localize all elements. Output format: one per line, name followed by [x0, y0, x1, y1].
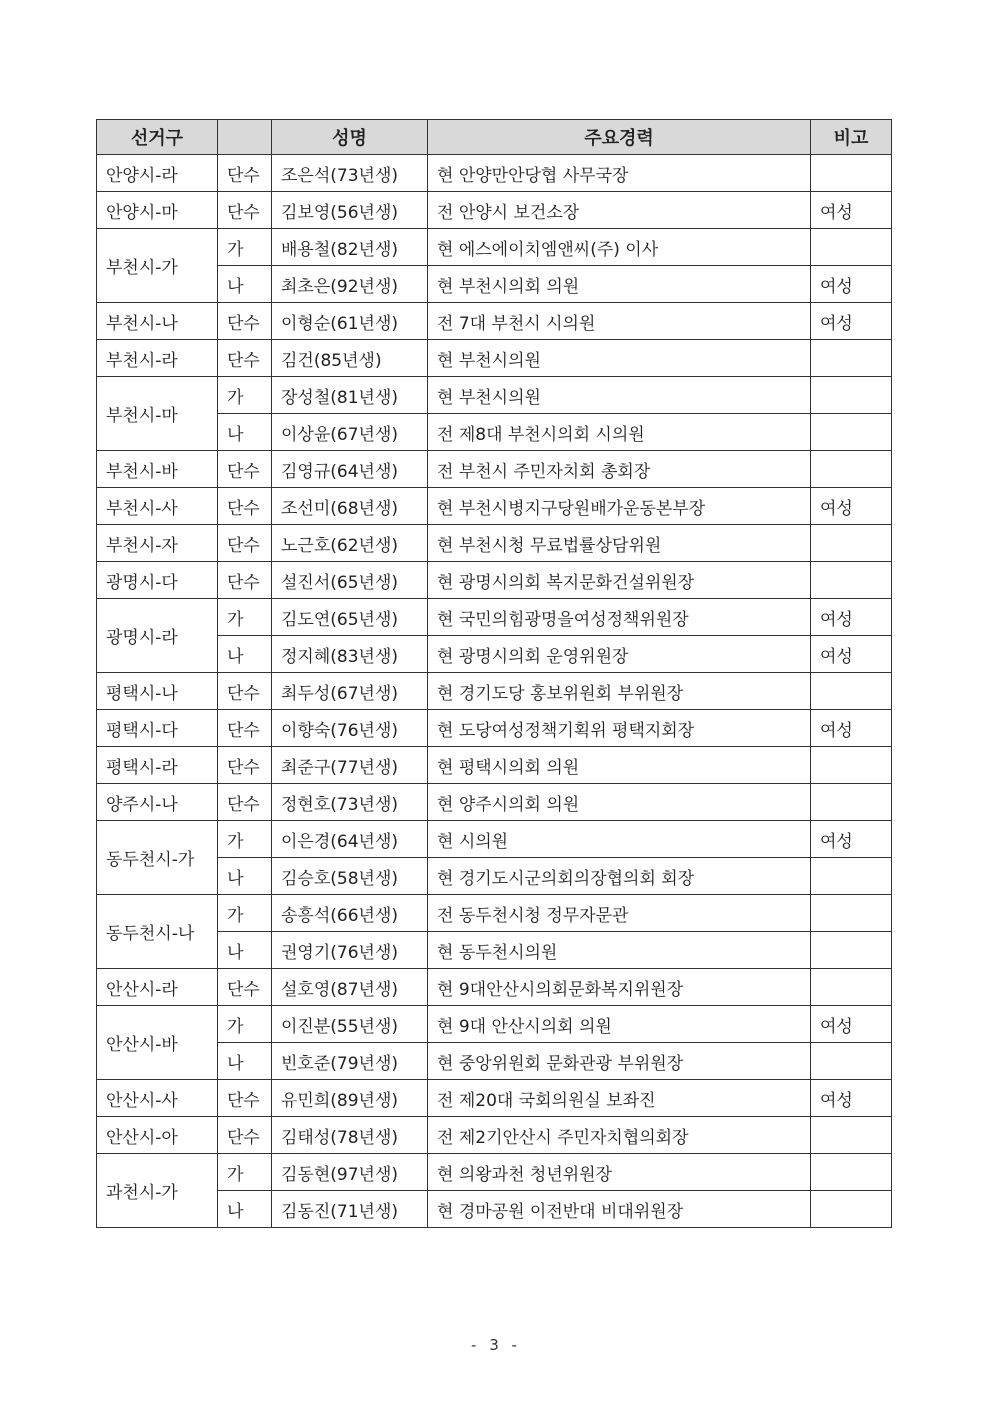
table-row	[97, 747, 892, 784]
note-cell	[811, 969, 892, 1006]
type-cell: 가	[218, 599, 272, 636]
type-cell: 단수	[218, 562, 272, 599]
name-cell: 설호영(87년생)	[272, 969, 428, 1006]
district-cell: 안양시-라	[97, 155, 218, 192]
district-cell: 안산시-사	[97, 1080, 218, 1117]
note-cell	[811, 229, 892, 266]
type-cell: 단수	[218, 1117, 272, 1154]
career-cell: 현 평택시의회 의원	[428, 747, 811, 784]
name-cell: 송흥석(66년생)	[272, 895, 428, 932]
note-cell: 여성	[811, 1080, 892, 1117]
table-row	[97, 710, 892, 747]
note-cell	[811, 1191, 892, 1228]
name-cell: 빈호준(79년생)	[272, 1043, 428, 1080]
name-cell: 배용철(82년생)	[272, 229, 428, 266]
header-name: 성명	[272, 120, 428, 155]
note-cell: 여성	[811, 488, 892, 525]
district-cell: 동두천시-가	[97, 821, 218, 895]
type-cell: 단수	[218, 525, 272, 562]
district-cell: 부천시-마	[97, 377, 218, 451]
type-cell: 단수	[218, 673, 272, 710]
note-cell	[811, 1117, 892, 1154]
note-cell: 여성	[811, 303, 892, 340]
career-cell: 전 제8대 부천시의회 시의원	[428, 414, 811, 451]
note-cell: 여성	[811, 710, 892, 747]
name-cell: 장성철(81년생)	[272, 377, 428, 414]
career-cell: 현 의왕과천 청년위원장	[428, 1154, 811, 1191]
candidate-table	[96, 119, 892, 1228]
table-row	[97, 1006, 892, 1043]
name-cell: 김태성(78년생)	[272, 1117, 428, 1154]
table-row	[97, 229, 892, 266]
name-cell: 이형순(61년생)	[272, 303, 428, 340]
note-cell: 여성	[811, 599, 892, 636]
note-cell	[811, 1154, 892, 1191]
type-cell: 단수	[218, 969, 272, 1006]
header-district: 선거구	[97, 120, 218, 155]
note-cell: 여성	[811, 636, 892, 673]
table-row	[97, 303, 892, 340]
career-cell: 현 부천시청 무료법률상담위원	[428, 525, 811, 562]
name-cell: 조선미(68년생)	[272, 488, 428, 525]
career-cell: 현 국민의힘광명을여성정책위원장	[428, 599, 811, 636]
table-row	[97, 525, 892, 562]
type-cell: 단수	[218, 303, 272, 340]
table-row	[97, 895, 892, 932]
name-cell: 조은석(73년생)	[272, 155, 428, 192]
name-cell: 설진서(65년생)	[272, 562, 428, 599]
district-cell: 광명시-라	[97, 599, 218, 673]
career-cell: 현 안양만안당협 사무국장	[428, 155, 811, 192]
name-cell: 김건(85년생)	[272, 340, 428, 377]
district-cell: 동두천시-나	[97, 895, 218, 969]
note-cell	[811, 414, 892, 451]
table-row	[97, 1154, 892, 1191]
name-cell: 최준구(77년생)	[272, 747, 428, 784]
career-cell: 현 경기도당 홍보위원회 부위원장	[428, 673, 811, 710]
career-cell: 현 도당여성정책기획위 평택지회장	[428, 710, 811, 747]
career-cell: 현 동두천시의원	[428, 932, 811, 969]
career-cell: 현 부천시의원	[428, 340, 811, 377]
type-cell: 단수	[218, 1080, 272, 1117]
note-cell: 여성	[811, 821, 892, 858]
career-cell: 현 부천시의원	[428, 377, 811, 414]
table-row	[97, 969, 892, 1006]
type-cell: 가	[218, 895, 272, 932]
note-cell	[811, 673, 892, 710]
table-row	[97, 155, 892, 192]
type-cell: 나	[218, 932, 272, 969]
career-cell: 전 안양시 보건소장	[428, 192, 811, 229]
type-cell: 단수	[218, 340, 272, 377]
type-cell: 단수	[218, 710, 272, 747]
career-cell: 현 광명시의회 운영위원장	[428, 636, 811, 673]
table-row	[97, 192, 892, 229]
table-row	[97, 562, 892, 599]
type-cell: 나	[218, 266, 272, 303]
type-cell: 가	[218, 1154, 272, 1191]
district-cell: 평택시-라	[97, 747, 218, 784]
district-cell: 안산시-라	[97, 969, 218, 1006]
district-cell: 안산시-아	[97, 1117, 218, 1154]
district-cell: 과천시-가	[97, 1154, 218, 1228]
name-cell: 김보영(56년생)	[272, 192, 428, 229]
table-row	[97, 377, 892, 414]
type-cell: 단수	[218, 155, 272, 192]
career-cell: 전 동두천시청 정무자문관	[428, 895, 811, 932]
career-cell: 전 7대 부천시 시의원	[428, 303, 811, 340]
note-cell: 여성	[811, 266, 892, 303]
table-row	[97, 784, 892, 821]
table-row	[97, 821, 892, 858]
career-cell: 현 경마공원 이전반대 비대위원장	[428, 1191, 811, 1228]
note-cell	[811, 562, 892, 599]
name-cell: 김동진(71년생)	[272, 1191, 428, 1228]
career-cell: 현 광명시의회 복지문화건설위원장	[428, 562, 811, 599]
name-cell: 김동현(97년생)	[272, 1154, 428, 1191]
name-cell: 김도연(65년생)	[272, 599, 428, 636]
page-number: - 3 -	[471, 1336, 521, 1354]
table-row	[97, 488, 892, 525]
type-cell: 가	[218, 1006, 272, 1043]
name-cell: 이은경(64년생)	[272, 821, 428, 858]
table-row	[97, 451, 892, 488]
header-career: 주요경력	[428, 120, 811, 155]
type-cell: 단수	[218, 192, 272, 229]
note-cell	[811, 932, 892, 969]
type-cell: 단수	[218, 747, 272, 784]
table-body	[97, 155, 892, 1228]
table-row	[97, 1117, 892, 1154]
name-cell: 유민희(89년생)	[272, 1080, 428, 1117]
district-cell: 부천시-라	[97, 340, 218, 377]
note-cell	[811, 784, 892, 821]
header-type	[218, 120, 272, 155]
type-cell: 가	[218, 377, 272, 414]
type-cell: 나	[218, 1043, 272, 1080]
note-cell	[811, 155, 892, 192]
career-cell: 현 시의원	[428, 821, 811, 858]
note-cell	[811, 340, 892, 377]
career-cell: 현 경기도시군의회의장협의회 회장	[428, 858, 811, 895]
note-cell: 여성	[811, 192, 892, 229]
name-cell: 이상윤(67년생)	[272, 414, 428, 451]
district-cell: 부천시-사	[97, 488, 218, 525]
district-cell: 안산시-바	[97, 1006, 218, 1080]
name-cell: 권영기(76년생)	[272, 932, 428, 969]
district-cell: 부천시-바	[97, 451, 218, 488]
type-cell: 나	[218, 636, 272, 673]
district-cell: 평택시-나	[97, 673, 218, 710]
note-cell	[811, 895, 892, 932]
type-cell: 단수	[218, 451, 272, 488]
career-cell: 현 부천시병지구당원배가운동본부장	[428, 488, 811, 525]
note-cell	[811, 1043, 892, 1080]
type-cell: 단수	[218, 488, 272, 525]
district-cell: 양주시-나	[97, 784, 218, 821]
type-cell: 가	[218, 821, 272, 858]
district-cell: 안양시-마	[97, 192, 218, 229]
note-cell: 여성	[811, 1006, 892, 1043]
table-row	[97, 340, 892, 377]
type-cell: 나	[218, 858, 272, 895]
career-cell: 현 9대 안산시의회 의원	[428, 1006, 811, 1043]
note-cell	[811, 747, 892, 784]
type-cell: 단수	[218, 784, 272, 821]
career-cell: 전 제20대 국회의원실 보좌진	[428, 1080, 811, 1117]
note-cell	[811, 377, 892, 414]
header-note: 비고	[811, 120, 892, 155]
table-row	[97, 673, 892, 710]
name-cell: 김승호(58년생)	[272, 858, 428, 895]
career-cell: 전 부천시 주민자치회 총회장	[428, 451, 811, 488]
name-cell: 최두성(67년생)	[272, 673, 428, 710]
name-cell: 김영규(64년생)	[272, 451, 428, 488]
district-cell: 부천시-나	[97, 303, 218, 340]
district-cell: 평택시-다	[97, 710, 218, 747]
district-cell: 부천시-가	[97, 229, 218, 303]
career-cell: 현 9대안산시의회문화복지위원장	[428, 969, 811, 1006]
career-cell: 전 제2기안산시 주민자치협의회장	[428, 1117, 811, 1154]
name-cell: 노근호(62년생)	[272, 525, 428, 562]
career-cell: 현 양주시의회 의원	[428, 784, 811, 821]
table-row	[97, 599, 892, 636]
name-cell: 이향숙(76년생)	[272, 710, 428, 747]
table-row	[97, 1080, 892, 1117]
career-cell: 현 중앙위원회 문화관광 부위원장	[428, 1043, 811, 1080]
career-cell: 현 에스에이치엠앤씨(주) 이사	[428, 229, 811, 266]
note-cell	[811, 858, 892, 895]
career-cell: 현 부천시의회 의원	[428, 266, 811, 303]
table-header-row	[97, 120, 892, 155]
district-cell: 부천시-자	[97, 525, 218, 562]
note-cell	[811, 451, 892, 488]
name-cell: 최초은(92년생)	[272, 266, 428, 303]
district-cell: 광명시-다	[97, 562, 218, 599]
name-cell: 정현호(73년생)	[272, 784, 428, 821]
type-cell: 가	[218, 229, 272, 266]
name-cell: 이진분(55년생)	[272, 1006, 428, 1043]
type-cell: 나	[218, 414, 272, 451]
type-cell: 나	[218, 1191, 272, 1228]
note-cell	[811, 525, 892, 562]
name-cell: 정지혜(83년생)	[272, 636, 428, 673]
